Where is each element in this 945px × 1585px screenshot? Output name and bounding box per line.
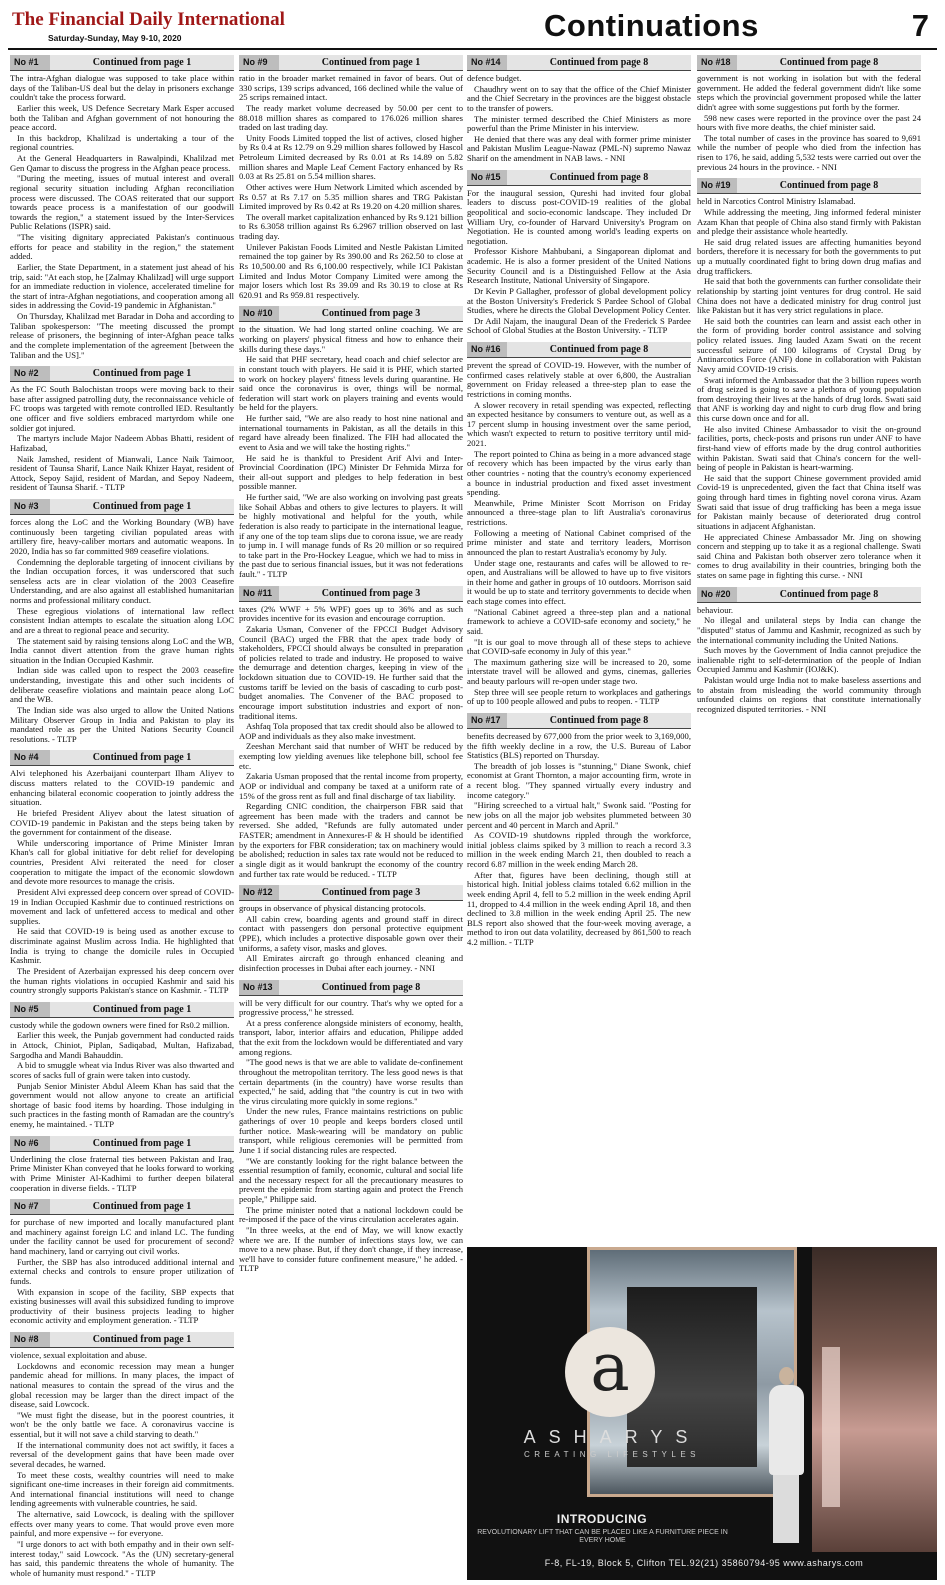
story-paragraph: "The good news is that we are able to validate de-confinement throughout the metropolitan territory. The less good news is that certain departments (in the country) have worse results than expected," he said, adding that "the country is cut in two with the virus circulating more quickly in some regions.": [239, 1057, 463, 1106]
continued-from-label: Continued from page 1: [92, 752, 192, 764]
story-paragraph: Condemning the deplorable targeting of innocent civilians by the Indian occupation forces, it was underscored that such senseless acts are in clear violation of the 2003 Ceasefire Understanding, and are also against all established humanitarian norms and professional military conduct.: [10, 556, 234, 605]
story-paragraph: The breadth of job losses is "stunning," Diane Swonk, chief economist at Grant Thornton, a major accounting firm, wrote in a recent blog. "They spanned virtually every industry and income category.": [467, 760, 691, 800]
story-paragraph: He denied that there was any deal with former prime minister and Pakistan Muslim League-Nawaz (PML-N) supremo Nawaz Sharif on the amendment in NAB laws. - NNI: [467, 133, 691, 163]
story-paragraph: These egregious violations of international law reflect consistent Indian attempts to escalate the situation along LOC and are a threat to regional peace and security.: [10, 605, 234, 635]
story-paragraph: "In three weeks, at the end of May, we will know exactly where we are. If the number of infections stays low, we can move to a new phase. But, if they don't change, if they increase, we'll have to consider future confinement measure," he added. - TLTP: [239, 1224, 463, 1274]
story-paragraph: Further, the SBP has also introduced additional internal and external checks and controls to ensure proper utilization of funds.: [10, 1256, 234, 1286]
story-continuation: [10, 55, 234, 360]
story-paragraph: will be very difficult for our country. That's why we opted for a progressive process," he stressed.: [239, 997, 463, 1018]
column-1: [10, 55, 234, 1580]
story-continuation: [467, 55, 691, 164]
story-paragraph: At a press conference alongside ministers of economy, health, transport, labor, interior affairs and education, Philippe added that the exit from the lockdown would be differentiated and vary among regions.: [239, 1017, 463, 1057]
story-paragraph: He briefed President Aliyev about the latest situation of COVID-19 pandemic in Pakistan and the steps being taken by the government for containment of the disease.: [10, 807, 234, 838]
column-4: [697, 55, 921, 714]
story-paragraph: As the FC South Balochistan troops were moving back to their base after assigned patrolling duty, the reconnaissance vehicle of FC troops was targeted with remote controlled IED. Resultantly one officer and five soldiers embraced martyrdom while one soldier got injured.: [10, 384, 234, 433]
story-continuation: [467, 342, 691, 707]
masthead: [8, 6, 937, 46]
story-continuation: [10, 1136, 234, 1194]
story-continuation: [239, 55, 463, 300]
story-number: No #15: [467, 170, 507, 185]
story-continuation: [10, 1199, 234, 1326]
story-paragraph: defence budget.: [467, 73, 522, 83]
story-header: [10, 1199, 234, 1215]
story-paragraph: custody while the godown owners were fined for Rs0.2 million.: [10, 1019, 230, 1030]
story-header: [10, 1002, 234, 1018]
story-paragraph: to the situation. We had long started online coaching. We are working on players' physical fitness and how to enhance their skills during these days.": [239, 324, 463, 354]
story-paragraph: He said that PHF secretary, head coach and chief selector are in constant touch with players. He said it is PHF, which started to work on hockey players' fitness levels during quarantine. He said once the coronavirus is over, things will be normal, federation will start work on players training and events would be held for the players.: [239, 354, 463, 413]
story-paragraph: Zakaria Usman, Convener of the FPCCI Budget Advisory Council (BAC) urged the FBR that the apex trade body of stakeholders, FPCCI should always be consulted in preparation of policies related to trade and industry. He proposed to waive the demurrage and detention charges, keeping in view of the lockdown situation due to COVID-19. He further said that the customs tariff be levied on the basis of cascading to curb post-budget anomalies. The Convener of the BAC proposed to encourage import substitution industries and export of non-traditional items.: [239, 623, 463, 721]
story-paragraph: held in Narcotics Control Ministry Islamabad.: [697, 196, 856, 207]
story-paragraph: The ready market volume decreased by 50.00 per cent to 88.018 million shares as compared to 176.026 million shares traded on last trading day.: [239, 102, 463, 133]
story-paragraph: prevent the spread of COVID-19. However, with the number of confirmed cases relatively stable at over 6,800, the Australian government on Friday released a three-step plan to ease the restrictions in coming months.: [467, 360, 691, 399]
story-paragraph: The statement said by raising tensions along LoC and the WB, India cannot divert attention from the grave human rights situation in the Indian Occupied Kashmir.: [10, 635, 234, 665]
story-continuation: [697, 55, 921, 172]
story-continuation: [697, 587, 921, 715]
continued-from-label: Continued from page 1: [92, 1334, 192, 1345]
story-paragraph: The overall market capitalization enhanced by Rs 9.121 billion to Rs 6.3058 trillion against Rs 6.2967 trillion observed on last trading day.: [239, 211, 463, 241]
continued-from-label: Continued from page 8: [549, 714, 649, 726]
story-paragraph: The maximum gathering size will be increased to 20, some interstate travel will be allowed and gyms, cinemas, galleries and beauty parlours will re-open under stage two.: [467, 656, 691, 686]
story-number: No #1: [10, 55, 50, 70]
story-paragraph: Unity Foods Limited topped the list of actives, closed higher by Rs 0.4 at Rs 12.79 on 9.29 million shares followed by Hascol Petroleum Limited decreased by Rs 0.01 at Rs 14.89 on 5.82 million shares and Maple Leaf Cement Factory enhanced by Rs 0.03 at Rs 25.81 on 5.54 million shares.: [239, 132, 463, 182]
continued-from-label: Continued from page 8: [779, 180, 879, 192]
paper-name: The Financial Daily International: [12, 9, 285, 30]
continued-from-label: Continued from page 1: [92, 1201, 192, 1213]
story-header: [10, 1136, 234, 1152]
story-paragraph: Swati informed the Ambassador that the 3 billion rupees worth of drug seized is going to save a plethora of young population from destroying their lives at the hands of drug lords. Swati said that ANF is working day and night to curb drug flow and bring this curse down once and for all.: [697, 374, 921, 423]
story-paragraph: He said both the countries can learn and assist each other in the form of providing border control assistance and solving policy related issues. Jing lauded Azam Swati on the recent successful seizure of 100 kilograms of Crystal Drug by Antinarcotics Force (ANF) done in collaboration with Pakistan Navy amid COVID-19 crisis.: [697, 315, 921, 374]
story-header: [467, 342, 691, 358]
panel-light-strip: [822, 1347, 840, 1507]
story-paragraph: He also invited Chinese Ambassador to visit the on-ground facilities, ports, check-posts and prisons run under ANF to have first-hand view of efforts made by the drug control authorities within Pakistan. Swati said that China's concern for the well-being of people in Pakistan is heart-warming.: [697, 423, 921, 473]
story-paragraph: government is not working in isolation but with the federal government. He added the federal government didn't like some steps which the provincial government proposed while the latter didn't agree with some suggestions put forth by the former.: [697, 73, 921, 112]
story-number: No #8: [10, 1332, 50, 1347]
story-paragraph: The total number of cases in the province has soared to 9,691 while the number of people who died from the infection has risen to 176, he said, adding 5,532 tests were carried out over the previous 24 hours in the province. - NNI: [697, 132, 921, 172]
story-paragraph: Chaudhry went on to say that the office of the Chief Minister and the Chief Secretary in the provinces are the biggest obstacle to the transfer of powers.: [467, 83, 691, 113]
story-paragraph: behaviour.: [697, 604, 734, 615]
story-paragraph: After that, figures have been declining, though still at historical high. Initial jobless claims totaled 6.62 million in the week ending April 4, fell to 5.2 million in the week ending April 11, dropped to 4.4 million in the week ending April 18, and then declined to 3.8 million in the week ending April 25. The new BLS report also showed that the four-week moving average, a method to iron out data volatility, decreased by 861,500 to reach 4.2 million. - TLTP: [467, 869, 691, 947]
story-paragraph: violence, sexual exploitation and abuse.: [10, 1350, 147, 1360]
story-continuation: [10, 1002, 234, 1130]
story-paragraph: "National Cabinet agreed a three-step plan and a national framework to achieve a COVID-safe economy and society," he said.: [467, 606, 691, 636]
story-paragraph: "I urge donors to act with both empathy and in their own self-interest today," said Lowcock. "As the (UN) secretary-general has said, this pandemic threatens the whole of humanity. The whole of humanity must respond." - TLTP: [10, 1538, 234, 1578]
story-number: No #17: [467, 713, 507, 728]
story-continuation: [10, 1332, 234, 1578]
story-number: No #19: [697, 178, 737, 193]
story-header: [467, 170, 691, 186]
story-paragraph: Zeeshan Merchant said that number of WHT be reduced by exempting low yielding avenues like telephone bill, school fee etc.: [239, 741, 463, 771]
story-header: [239, 306, 463, 322]
story-paragraph: Under stage one, restaurants and cafes will be allowed to re-open, and Australians will be allowed to have up to five visitors in their home and gather in groups of 10 outdoors. Morrison said it would be up to state and territory governments to decide when each stage comes into effect.: [467, 557, 691, 606]
continued-from-label: Continued from page 1: [92, 1137, 192, 1149]
story-paragraph: Alvi telephoned his Azerbaijani counterpart Ilham Aliyev to discuss matters related to the COVID-19 pandemic and enhancing bilateral economic cooperation to jointly address the situation.: [10, 768, 234, 808]
story-paragraph: forces along the LoC and the Working Boundary (WB) have continuously been targeting civilian populated areas with artillery fire, heavy-caliber mortars and automatic weapons. In 2020, India has so far committed 989 ceasefire violations.: [10, 517, 234, 556]
story-paragraph: Lockdowns and economic recession may mean a hunger pandemic ahead for millions. In many places, the impact of national measures to contain the spread of the virus and the global recession may be larger than the direct impact of the disease, said Lowcock.: [10, 1360, 234, 1410]
story-number: No #5: [10, 1002, 50, 1017]
story-paragraph: Other actives were Hum Network Limited which ascended by Rs 0.57 at Rs 7.17 on 5.35 million shares and TRG Pakistan Limited improved by Rs 0.42 at Rs 19.20 on 4.20 million shares.: [239, 181, 463, 212]
story-header: [239, 55, 463, 71]
story-paragraph: The minister termed described the Chief Ministers as more powerful than the Prime Minister in his interview.: [467, 113, 691, 134]
continued-from-label: Continued from page 8: [549, 171, 649, 183]
story-number: No #4: [10, 750, 50, 765]
story-continuation: [467, 713, 691, 948]
story-paragraph: Punjab Senior Minister Abdul Aleem Khan has said that the government would not allow anyone to create an artificial shortage of basic food items by hoarding. Those indulging in such practices in the fasting month of Ramadan are the country's enemy, he maintained. - TLTP: [10, 1080, 234, 1129]
story-paragraph: Such moves by the Government of India cannot prejudice the inalienable right to self-determination of the people of Indian Occupied Jammu and Kashmir (IOJ&K).: [697, 645, 921, 675]
story-header: [10, 366, 234, 382]
story-number: No #20: [697, 587, 737, 602]
story-paragraph: No illegal and unilateral steps by India can change the "disputed" status of Jammu and Kashmir, recognized as such by the international community including the United Nations.: [697, 615, 921, 645]
section-title: Continuations: [544, 8, 759, 43]
story-paragraph: He said drug related issues are affecting humanities beyond borders, therefore it is necessary for both the governments to put up a mutually coordinated fight to bring down drug mafias and drug traffickers.: [697, 236, 921, 276]
story-header: [10, 1332, 234, 1348]
story-paragraph: The report pointed to China as being in a more advanced stage of recovery which has been impacted by the virus early than other countries - noting that the country's economy experienced a bounce in industrial production and fixed asset investment spending.: [467, 448, 691, 498]
story-paragraph: Zakaria Usman proposed that the rental income from property, AOP or individual and company be taxed at a uniform rate of 15% of the gross rent as full and final discharge of tax liability.: [239, 771, 463, 801]
story-header: [239, 885, 463, 901]
story-paragraph: "We are constantly looking for the right balance between the essential resumption of family, economic, cultural and social life and the necessary respect for all the precautionary measures to prevent the epidemic from starting again and protect the French people," Philippe said.: [239, 1155, 463, 1204]
story-paragraph: Earlier, the State Department, in a statement just ahead of his trip, said: "At each stop, he [Zalmay Khalilzad] will urge support for an immediate reduction in violence, accelerated timeline for the start of intra-Afghan negotiations, and cooperation among all sides in addressing the Covid-19 pandemic in Afghanistan.": [10, 261, 234, 311]
story-header: [10, 55, 234, 71]
story-paragraph: While addressing the meeting, Jing informed federal minister Azam Khan that people of China also stand firmly with Pakistan and pledge their assistance whole heartedly.: [697, 206, 921, 237]
story-paragraph: Naik Jamshed, resident of Mianwali, Lance Naik Taimoor, resident of Taunsa Sharif, Lance Naik Khizer Hayat, resident of Attock, Sepoy Sajid, resident of Mardan, and Sepoy Nadeem, resident of Taunsa Sharif. - TLTP: [10, 453, 234, 493]
story-paragraph: President Alvi expressed deep concern over spread of COVID-19 in Indian Occupied Kashmir due to continued restrictions on movement and lack of unfettered access to medical and other supplies.: [10, 886, 234, 926]
story-continuation: [239, 586, 463, 880]
story-paragraph: Ashfaq Tola proposed that tax credit should also be allowed to AOP and individuals as they also make investment.: [239, 721, 463, 741]
ad-tagline: CREATING LIFESTYLES: [523, 1450, 701, 1459]
story-paragraph: A slower recovery in retail spending was expected, reflecting an expected hesitance by consumers to venture out, as well as a 17 percent slump in housing investment over the same period, which wasn't expected to return to positive territory until mid-2021.: [467, 399, 691, 448]
story-paragraph: He said that both the governments can further consolidate their relationship by starting joint ventures for drug control. He said China does not have a dedicated ministry for drug control just like Pakistan but it has very strict regulations in place.: [697, 276, 921, 316]
story-paragraph: The Indian side was also urged to allow the United Nations Military Observer Group in India and Pakistan to play its mandated role as per the United Nations Security Council resolutions. - TLTP: [10, 704, 234, 744]
story-number: No #10: [239, 306, 279, 321]
story-paragraph: Underlining the close fraternal ties between Pakistan and Iraq, Prime Minister Khan conveyed that he looks forward to working with Prime Minister Al-Kadhimi to further deepen bilateral cooperation in diverse fields. - TLTP: [10, 1153, 234, 1193]
story-paragraph: Pakistan would urge India not to make baseless assertions and to abstain from misleading the world community through unfounded claims on regions that constitute internationally recognized disputed territories. - NNI: [697, 675, 921, 714]
brand-logo-icon: [565, 1327, 655, 1417]
continued-from-label: Continued from page 8: [549, 57, 649, 68]
story-paragraph: benefits decreased by 677,000 from the prior week to 3,169,000, the fifth weekly decline in a row, the U.S. Bureau of Labor Statistics (BLS) reported on Thursday.: [467, 730, 691, 761]
story-number: No #2: [10, 366, 50, 381]
story-paragraph: He said that the support Chinese government provided amid Covid-19 is unprecedented, given the fact that China itself was going through hard times in fighting novel corona virus. Azam Swati said that issue of drug trafficking has been a mega issue for Pakistan mainly because of deteriorated drug control situations in adjacent Afghanistan.: [697, 472, 921, 531]
story-paragraph: To meet these costs, wealthy countries will need to make significant one-time increases in their foreign aid commitments. And international financial institutions will need to change lending agreements with vulnerable countries, he said.: [10, 1469, 234, 1509]
story-header: [239, 980, 463, 996]
story-paragraph: He further said, "We are also ready to host nine national and international tournaments in Pakistan, as all the details in this regard have already been finalized. The FIH had allocated the event to Asia and we will take the hosting rights.": [239, 413, 463, 452]
story-continuation: [467, 170, 691, 336]
story-paragraph: At the General Headquarters in Rawalpindi, Khalilzad met Gen Qamar to discuss the progress in the Afghan peace process.: [10, 153, 234, 173]
story-number: No #11: [239, 586, 279, 601]
continued-from-label: Continued from page 3: [321, 308, 421, 320]
story-paragraph: As COVID-19 shutdowns rippled through the workforce, initial jobless claims spiked by 3 million to reach a record 3.3 million in the week ending March 21, then doubled to reach a record 6.87 million in the week ending March 28.: [467, 830, 691, 869]
continued-from-label: Continued from page 3: [321, 587, 421, 599]
story-paragraph: If the international community does not act swiftly, it faces a reversal of the development gains that have been made over several decades, he warned.: [10, 1439, 234, 1469]
asharys-advertisement[interactable]: [467, 1247, 937, 1580]
story-paragraph: With expansion in scope of the facility, SBP expects that existing businesses will avail this subsidized funding to improve productivity of their business projects leading to higher economic activity and employment generation. - TLTP: [10, 1286, 234, 1326]
story-paragraph: He said that COVID-19 is being used as another excuse to discriminate against Muslim across India. He highlighted that India is trying to change the domicile rules in Occupied Kashmir.: [10, 926, 234, 966]
story-paragraph: 598 new cases were reported in the province over the past 24 hours with five more deaths, the chief minister said.: [697, 112, 921, 133]
story-paragraph: Earlier this week, US Defence Secretary Mark Esper accused both the Taliban and Afghan government of not honouring the peace accord.: [10, 102, 234, 133]
story-paragraph: Dr Kevin P Gallagher, professor of global development policy at the Boston University's Frederick S Pardee School of Global Studies, where he directs the Global Development Policy Center.: [467, 285, 691, 316]
story-header: [697, 55, 921, 71]
story-paragraph: In this backdrop, Khalilzad is undertaking a tour of the regional countries.: [10, 132, 234, 153]
story-paragraph: Unilever Pakistan Foods Limited and Nestle Pakistan Limited remained the top gainer by Rs 390.00 and Rs 262.50 to close at Rs 10,500.00 and Rs 6,100.00 respectively, while ICI Pakistan Limited and Indus Motor Company Limited were among the major losers which lost Rs 39.09 and Rs 30.19 to close at Rs 620.91 and Rs 959.81 respectively.: [239, 241, 463, 300]
ad-intro: INTRODUCING: [556, 1512, 648, 1526]
story-paragraph: While underscoring importance of Prime Minister Imran Khan's call for global initiative for debt relief for developing countries, President Alvi reiterated the need for closer cooperation to mitigate the impact of the economic slowdown and devote more resources to manage the crisis.: [10, 837, 234, 887]
continued-from-label: Continued from page 1: [92, 1003, 192, 1015]
story-paragraph: ratio in the broader market remained in favor of bears. Out of 330 scrips, 139 scrips advanced, 166 declined while the value of 25 scrips remained intact.: [239, 73, 463, 103]
story-number: No #12: [239, 885, 279, 900]
story-paragraph: Under the new rules, France maintains restrictions on public gatherings of over 10 people and keeps borders closed until further notice. Mask-wearing will be mandatory on public transport, while religious ceremonies will be permitted from June 1 if social distancing rules are respected.: [239, 1106, 463, 1155]
story-paragraph: Step three will see people return to workplaces and gatherings of up to 100 people allowed and pubs to reopen. - TLTP: [467, 686, 691, 707]
story-paragraph: The President of Azerbaijan expressed his deep concern over the human rights violations in occupied Kashmir and said his country strongly supports Pakistan's stance on Kashmir. - TLTP: [10, 965, 234, 996]
story-number: No #13: [239, 980, 279, 995]
ad-contact[interactable]: F-8, FL-19, Block 5, Clifton TEL.92(21) 35860794-95 www.asharys.com: [544, 1558, 864, 1568]
story-header: [239, 586, 463, 602]
story-paragraph: He further said, "We are also working on involving past greats like Sohail Abbas and others to give lectures to players. It will be highly motivational and helpful for the youth, while federation is also ready to participate in the international league, if any one of the top team slips due to corona issue, we are ready to jump in. I will manage funds of Rs 20 million or so required to take part in the Pro-Hockey League, which we had to miss in the past due to serious financial issues, but it was not federations fault." - TLTP: [239, 492, 463, 579]
story-continuation: [697, 178, 921, 580]
story-paragraph: "Hiring screeched to a virtual halt," Swonk said. "Posting for new jobs on all the major job websites plummeted between 30 percent and 40 percent in March and April.": [467, 800, 691, 830]
story-continuation: [239, 885, 463, 973]
story-paragraph: "It is our goal to move through all of these steps to achieve that COVID-safe economy in July of this year.": [467, 636, 691, 657]
continued-from-label: Continued from page 8: [779, 57, 879, 68]
story-continuation: [239, 980, 463, 1275]
story-paragraph: taxes (2% WWF + 5% WPF) goes up to 36% and as such provides incentive for its evasion and encourage corruption.: [239, 603, 463, 624]
continued-from-label: Continued from page 8: [549, 344, 649, 355]
story-header: [697, 178, 921, 194]
story-number: No #7: [10, 1199, 50, 1214]
story-number: No #3: [10, 499, 50, 514]
story-header: [697, 587, 921, 603]
story-paragraph: The prime minister noted that a national lockdown could be re-imposed if the pace of the virus circulation accelerates again.: [239, 1204, 463, 1225]
story-paragraph: For the inaugural session, Qureshi had invited four global leaders to discuss post-COVID-19 realities of the global geopolitical and socio-economic landscape. They included Dr William Ury, co-founder of Harvard University's Program on Negotiation. He is counted among world's leading experts on negotiation.: [467, 187, 691, 246]
story-paragraph: The alternative, said Lowcock, is dealing with the spillover effects over many years to come. That would prove even more painful, and more expensive -- for everyone.: [10, 1509, 234, 1539]
story-paragraph: "We must fight the disease, but in the poorest countries, it won't be the only battle we face. A coronavirus vaccine is essential, but it will not save a child starving to death.": [10, 1409, 234, 1439]
column-2: [239, 55, 463, 1580]
continued-from-label: Continued from page 1: [92, 368, 192, 380]
story-paragraph: Following a meeting of National Cabinet comprised of the prime minister and state and territory leaders, Morrison announced the plan to restart Australia's economy by July.: [467, 527, 691, 557]
story-continuation: [10, 499, 234, 744]
ad-brand-name: ASHARYS: [523, 1427, 701, 1447]
story-header: [10, 499, 234, 515]
story-header: [10, 750, 234, 766]
story-paragraph: On Thursday, Khalilzad met Baradar in Doha and according to Taliban spokesperson: "The meeting discussed the prompt release of prisoners, the beginning of inter-Afghan peace talks and the complete implementation of the agreement [between the Taliban and the US].": [10, 311, 234, 360]
story-header: [467, 55, 691, 71]
story-paragraph: He appreciated Chinese Ambassador Mr. Jing on showing concern and stepping up to take it as a regional challenge. Swati said China and Pakistan both observer zero tolerance when it comes to drug availability in their countries, bringing both the states on same page in fighting this curse. - NNI: [697, 531, 921, 580]
header-rule: [8, 48, 937, 50]
story-header: [467, 713, 691, 729]
ad-description: REVOLUTIONARY LIFT THAT CAN BE PLACED LIKE A FURNITURE PIECE IN EVERY HOME: [477, 1529, 728, 1545]
story-paragraph: groups in observance of physical distancing protocols.: [239, 903, 426, 914]
story-paragraph: The intra-Afghan dialogue was supposed to take place within days of the Taliban-US deal but the delay in prisoners exchange couldn't take the process forward.: [10, 73, 234, 103]
issue-date: Saturday-Sunday, May 9-10, 2020: [48, 33, 182, 43]
story-paragraph: "The visiting dignitary appreciated Pakistan's continuous efforts for peace and stability in the region," the statement added.: [10, 232, 234, 262]
continued-from-label: Continued from page 1: [321, 57, 421, 68]
story-paragraph: Professor Kishore Mahbubani, a Singaporean diplomat and academic. He is also a former president of the United Nations Security Council and is a Distinguished Fellow at the Asia Research Institute, National University of Singapore.: [467, 246, 691, 286]
story-paragraph: for purchase of new imported and locally manufactured plant and machinery against foreign LC and inland LC. The funding under the facility cannot be used for procurement of second?hand machinery, land or carrying out civil works.: [10, 1217, 234, 1256]
continued-from-label: Continued from page 8: [779, 588, 879, 600]
story-number: No #9: [239, 55, 279, 70]
story-paragraph: All Emirates aircraft go through enhanced cleaning and disinfection processes in Dubai after each journey. - NNI: [239, 953, 463, 973]
story-paragraph: All cabin crew, boarding agents and ground staff in direct contact with passengers don personal protective equipment (PPE), which includes a protective disposable gown over their uniforms, a safety visor, masks and gloves.: [239, 913, 463, 953]
story-paragraph: Regarding CNIC condition, the chairperson FBR said that agreement has been made with the traders and cannot be reversed. She added, "Refunds are fully automated under FASTER; amendment in Annexures-F & H should be identified by the exporters for FBR consideration; tax on machinery would be abolished; reduction in sales tax rate would not be reduced to a single digit as it would bankrupt the economy of the country and further tax rate would be reduced. - TLTP: [239, 801, 463, 879]
story-paragraph: Indian side was called upon to respect the 2003 ceasefire understanding, investigate this and other such incidents of deliberate ceasefire violations and maintain peace along LoC and the WB.: [10, 665, 234, 705]
story-continuation: [239, 306, 463, 579]
story-paragraph: The martyrs include Major Nadeem Abbas Bhatti, resident of Hafizabad,: [10, 433, 234, 453]
story-continuation: [10, 366, 234, 493]
story-continuation: [10, 750, 234, 995]
story-paragraph: "During the meeting, issues of mutual interest and overall regional security situation including Afghan reconciliation process were discussed. The COAS reiterated that our support towards peace process is a manifestation of our goodwill towards the region," a statement issued by the Inter-Services Public Relations (ISPR) said.: [10, 173, 234, 232]
story-number: No #16: [467, 342, 507, 357]
story-number: No #18: [697, 55, 737, 70]
story-number: No #14: [467, 55, 507, 70]
story-paragraph: Meanwhile, Prime Minister Scott Morrison on Friday announced a three-stage plan to lift Australia's coronavirus restrictions.: [467, 497, 691, 527]
logo-letter: a: [590, 1329, 630, 1406]
continued-from-label: Continued from page 3: [321, 887, 421, 899]
continued-from-label: Continued from page 1: [92, 57, 192, 68]
story-number: No #6: [10, 1136, 50, 1151]
model-figure: [757, 1367, 817, 1547]
continued-from-label: Continued from page 1: [92, 501, 192, 512]
story-paragraph: He said he is thankful to President Arif Alvi and Inter-Provincial Coordination (IPC) Minister Dr Fehmida Mirza for their all-out support and pledges to help federation in best possible manner.: [239, 452, 463, 492]
page-number: 7: [911, 8, 929, 43]
story-paragraph: Earlier this week, the Punjab government had conducted raids in Attock, Chiniot, Piplan, Sadiqabad, Multan, Hafizabad, Sargodha and Mandi Bahauddin.: [10, 1030, 234, 1060]
story-paragraph: Dr Adil Najam, the inaugural Dean of the Frederick S Pardee School of Global Studies at the Boston University. - TLTP: [467, 315, 691, 336]
story-paragraph: A bid to smuggle wheat via Indus River was also thwarted and scores of sacks full of grain were taken into custody.: [10, 1060, 234, 1080]
continued-from-label: Continued from page 8: [321, 981, 421, 993]
